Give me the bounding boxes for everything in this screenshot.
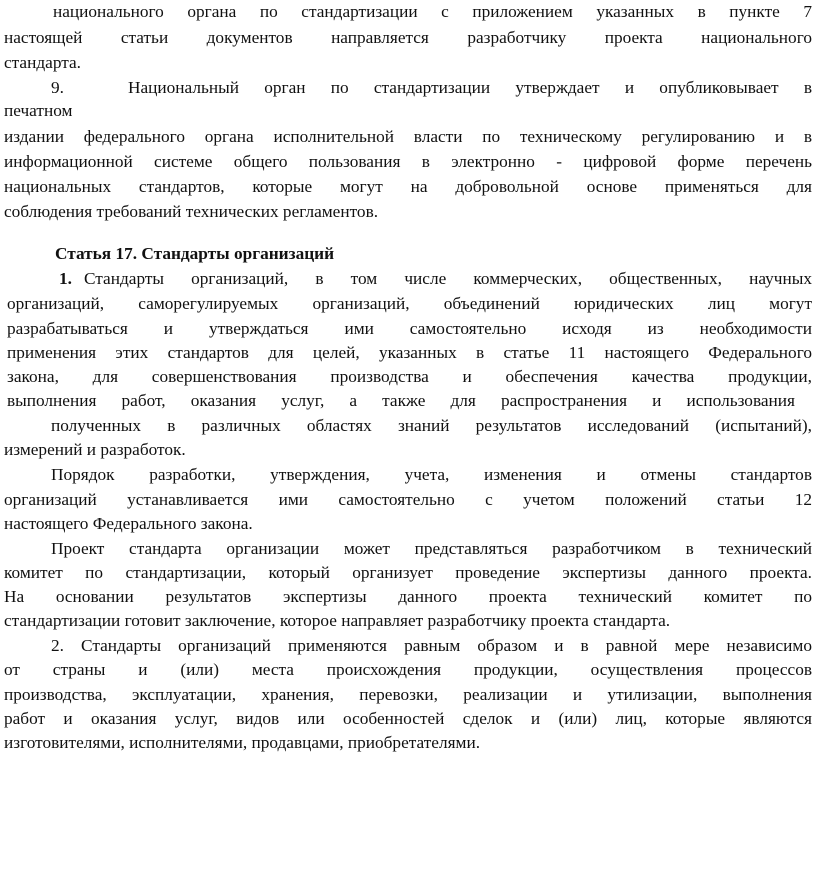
text-line: изготовителями, исполнителями, продавцами, приобретателями. [4,733,481,752]
text-line: стандарта. [4,53,81,72]
text-line: На основании результатов экспертизы данного проекта технический комитет по [4,587,812,606]
text-line: Стандарты организаций, в том числе коммерческих, общественных, научных [84,269,812,288]
text-line: комитет по стандартизации, который организует проведение экспертизы данного проекта. [4,563,812,582]
text-line: информационной системе общего пользования в электронно - цифровой форме перечень [4,152,812,171]
article-heading: Статья 17. Стандарты организаций [55,244,335,263]
text-line: разрабатываться и утверждаться ими самостоятельно исходя из необходимости [7,319,812,338]
text-line: настоящей статьи документов направляется разработчику проекта национального [4,28,812,47]
list-number: 1. [59,269,72,288]
text-line: выполнения работ, оказания услуг, а также для распространения и использования [7,391,795,410]
text-line: издании федерального органа исполнительной власти по техническому регулированию и в [4,127,812,146]
text-line: 2. Стандарты организаций применяются равным образом и в равной мере независимо [51,636,812,655]
text-line: производства, эксплуатации, хранения, перевозки, реализации и утилизации, выполнения [4,685,812,704]
text-line: организаций устанавливается ими самостоятельно с учетом положений статьи 12 [4,490,812,509]
text-line: стандартизации готовит заключение, которое направляет разработчику проекта стандарта. [4,611,671,630]
text-line: от страны и (или) места происхождения продукции, осуществления процессов [4,660,812,679]
text-line: измерений и разработок. [4,440,186,459]
text-line: настоящего Федерального закона. [4,514,253,533]
text-line: закона, для совершенствования производства и обеспечения качества продукции, [7,367,812,386]
text-line: соблюдения требований технических регламентов. [4,202,379,221]
text-line: Проект стандарта организации может представляться разработчиком в технический [51,539,812,558]
text-line: печатном [4,101,73,120]
text-line: Порядок разработки, утверждения, учета, изменения и отмены стандартов [51,465,812,484]
text-line: организаций, саморегулируемых организаций, объединений юридических лиц могут [7,294,812,313]
text-line: национального органа по стандартизации с приложением указанных в пункте 7 [53,2,812,21]
text-line: Национальный орган по стандартизации утверждает и опубликовывает в [128,78,812,97]
text-line: работ и оказания услуг, видов или особенностей сделок и (или) лиц, которые являются [4,709,812,728]
text-line: национальных стандартов, которые могут на добровольной основе применяться для [4,177,812,196]
text-line: полученных в различных областях знаний результатов исследований (испытаний), [51,416,812,435]
text-line: применения этих стандартов для целей, указанных в статье 11 настоящего Федерального [7,343,812,362]
list-number: 9. [51,78,64,97]
